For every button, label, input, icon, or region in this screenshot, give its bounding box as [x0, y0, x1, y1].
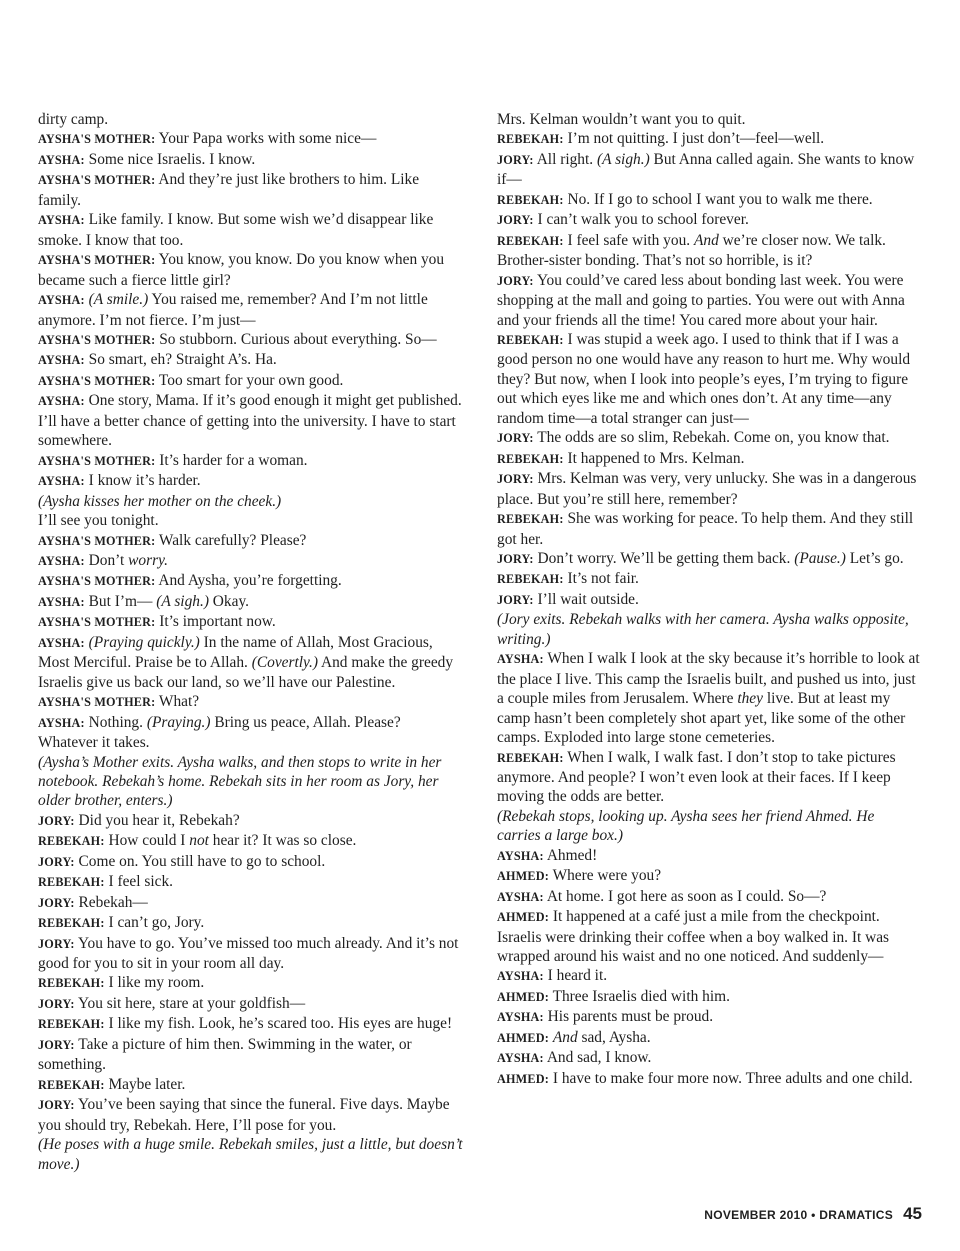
dialogue-text: You know, you know. Do you know when you became such a fierce little girl?: [38, 251, 445, 289]
speaker-name: AYSHA:: [497, 889, 544, 904]
dialogue-text: Where were you?: [552, 867, 662, 885]
speaker-name: AYSHA:: [38, 635, 85, 650]
dialogue-line: [38, 1095, 464, 1135]
dialogue-text: You sit here, stare at your goldfish—: [77, 994, 306, 1012]
dialogue-text: I like my room.: [108, 974, 205, 992]
dialogue-text: Rebekah—: [78, 893, 148, 911]
dialogue-text: I can’t walk you to school forever.: [537, 211, 749, 229]
dialogue-line: [38, 913, 464, 933]
dialogue-line: [38, 934, 464, 974]
dialogue-text: The odds are so slim, Rebekah. Come on, you know that.: [537, 429, 890, 447]
dialogue-line: [38, 831, 464, 851]
dialogue-line: [497, 449, 921, 469]
speaker-name: AYSHA:: [497, 1010, 544, 1025]
dialogue-text: I’ll wait outside.: [537, 590, 639, 608]
dialogue-text: It’s important now.: [159, 613, 276, 631]
dialogue-line: [38, 170, 464, 210]
speaker-name: REBEKAH:: [38, 875, 105, 890]
dialogue-text: (A sigh.): [156, 592, 209, 610]
speaker-name: AYSHA:: [38, 152, 85, 167]
dialogue-line: [38, 592, 464, 612]
speaker-name: JORY:: [38, 1037, 75, 1052]
speaker-name: REBEKAH:: [497, 332, 564, 347]
stage-direction: (Rebekah stops, looking up. Aysha sees her friend Ahmed. He carries a large box.): [497, 807, 875, 845]
dialogue-line: [38, 893, 464, 913]
dialogue-line: [38, 571, 464, 591]
speaker-name: AYSHA:: [497, 1051, 544, 1066]
stage-direction: (Aysha’s Mother exits. Aysha walks, and then stops to write in her notebook. Rebekah’s home. Rebekah sits in her room as Jory, her older brother, enters.): [38, 753, 442, 810]
dialogue-line: [38, 451, 464, 471]
speaker-name: JORY:: [38, 996, 75, 1011]
dialogue-text: It’s not fair.: [567, 570, 639, 588]
right-column: [497, 110, 921, 1089]
dialogue-line: [38, 811, 464, 831]
stage-direction: (Jory exits. Rebekah walks with her camera. Aysha walks opposite, writing.): [497, 611, 909, 648]
dialogue-text: You raised me, remember? And I’m not little anymore. I’m not fierce. I’m just—: [38, 291, 428, 329]
dialogue-text: Maybe later.: [108, 1075, 186, 1093]
speaker-name: REBEKAH:: [38, 1017, 105, 1032]
dialogue-line: [497, 987, 921, 1007]
continuation-text: dirty camp.: [38, 111, 109, 128]
dialogue-text: So stubborn. Curious about everything. So—: [159, 330, 437, 348]
dialogue-line: [38, 129, 464, 149]
dialogue-line: [38, 994, 464, 1014]
dialogue-text: Take a picture of him then. Swimming in the water, or something.: [38, 1035, 412, 1074]
dialogue-line: [38, 692, 464, 712]
dialogue-text: Let’s go.: [845, 549, 904, 567]
speaker-name: AHMED:: [497, 1071, 549, 1086]
dialogue-text: Come on. You still have to go to school.: [78, 852, 326, 870]
speaker-name: AYSHA'S MOTHER:: [38, 253, 156, 268]
dialogue-text: Don’t: [88, 551, 129, 569]
speaker-name: REBEKAH:: [38, 1077, 105, 1092]
speaker-name: AYSHA'S MOTHER:: [38, 373, 156, 388]
dialogue-text: (Praying.): [146, 713, 211, 731]
dialogue-text: Three Israelis died with him.: [552, 987, 730, 1005]
dialogue-text: (A sigh.): [596, 150, 650, 168]
page-number: 45: [903, 1204, 922, 1223]
speaker-name: JORY:: [497, 152, 534, 167]
speaker-name: AYSHA:: [38, 715, 85, 730]
dialogue-line: [38, 391, 464, 450]
dialogue-text: But Anna called again. She wants to know if—: [497, 150, 915, 189]
dialogue-line: [497, 330, 921, 428]
dialogue-text: Did you hear it, Rebekah?: [78, 811, 240, 829]
dialogue-line: [38, 1014, 464, 1034]
speaker-name: JORY:: [38, 854, 75, 869]
speaker-name: AYSHA:: [38, 594, 85, 609]
speaker-name: AYSHA:: [497, 652, 544, 667]
speaker-name: AHMED:: [497, 910, 549, 925]
dialogue-text: I’m not quitting. I just don’t—feel—well.: [567, 130, 825, 148]
dialogue-text: When I walk, I walk fast. I don’t stop to take pictures anymore. And people? I won’t even look at their faces. If I keep moving the odds are better.: [497, 748, 896, 806]
dialogue-line: [38, 290, 464, 330]
dialogue-text: (A smile.): [88, 291, 149, 309]
dialogue-line: [497, 907, 921, 966]
dialogue-line: [38, 371, 464, 391]
dialogue-line: [497, 1069, 921, 1089]
speaker-name: AYSHA:: [38, 353, 85, 368]
speaker-name: AYSHA:: [38, 553, 85, 568]
dialogue-line: [497, 271, 921, 330]
speaker-name: AHMED:: [497, 869, 549, 884]
speaker-name: AYSHA'S MOTHER:: [38, 574, 156, 589]
dialogue-text: Like family. I know. But some wish we’d disappear like smoke. I know that too.: [38, 211, 434, 249]
dialogue-line: [38, 1075, 464, 1095]
dialogue-line: [497, 190, 921, 210]
dialogue-text: It’s harder for a woman.: [159, 451, 308, 469]
dialogue-line: [497, 649, 921, 747]
dialogue-text: What?: [158, 693, 200, 711]
dialogue-line: [497, 509, 921, 549]
dialogue-text: No. If I go to school I want you to walk me there.: [567, 190, 873, 208]
speaker-name: JORY:: [38, 936, 75, 951]
dialogue-text: You’ve been saying that since the funeral. Five days. Maybe you should try, Rebekah. Here, I’ll pose for you.: [38, 1096, 450, 1134]
speaker-name: AYSHA'S MOTHER:: [38, 615, 156, 630]
dialogue-text: (Praying quickly.): [88, 633, 200, 651]
dialogue-line: [38, 633, 464, 692]
dialogue-text: (Pause.): [794, 549, 846, 567]
speaker-name: REBEKAH:: [497, 512, 564, 527]
dialogue-text: not: [189, 832, 209, 850]
speaker-name: AYSHA'S MOTHER:: [38, 453, 156, 468]
dialogue-text: Some nice Israelis. I know.: [88, 150, 256, 168]
dialogue-line: [38, 150, 464, 170]
dialogue-line: [497, 569, 921, 589]
dialogue-text: Bring us peace, Allah. Please? Whatever it takes.: [38, 713, 401, 752]
dialogue-text: And: [693, 231, 719, 249]
dialogue-line: [497, 428, 921, 448]
dialogue-line: [38, 612, 464, 632]
speaker-name: AYSHA'S MOTHER:: [38, 332, 156, 347]
dialogue-line: [38, 350, 464, 370]
dialogue-text: worry.: [128, 551, 168, 569]
stage-direction: (Aysha kisses her mother on the cheek.): [38, 492, 282, 510]
dialogue-line: [497, 231, 921, 271]
dialogue-line: [38, 210, 464, 250]
stage-direction: (He poses with a huge smile. Rebekah smiles, just a little, but doesn’t move.): [38, 1136, 463, 1173]
dialogue-text: But I’m—: [88, 592, 157, 610]
speaker-name: AYSHA:: [497, 848, 544, 863]
speaker-name: REBEKAH:: [38, 976, 105, 991]
speaker-name: AHMED:: [497, 989, 549, 1004]
speaker-name: AYSHA:: [38, 213, 85, 228]
left-column: [38, 110, 464, 1174]
dialogue-text: And sad, I know.: [546, 1049, 652, 1067]
dialogue-line: [497, 590, 921, 610]
speaker-name: JORY:: [497, 472, 534, 487]
dialogue-text: I feel safe with you.: [567, 231, 694, 249]
dialogue-text: And Aysha, you’re forgetting.: [158, 572, 342, 590]
dialogue-line: [497, 887, 921, 907]
speaker-name: JORY:: [38, 895, 75, 910]
dialogue-text: I can’t go, Jory.: [108, 914, 205, 932]
dialogue-line: [38, 250, 464, 290]
dialogue-text: Walk carefully? Please?: [158, 531, 307, 549]
dialogue-line: [497, 150, 921, 190]
dialogue-line: [497, 846, 921, 866]
speaker-name: JORY:: [38, 813, 75, 828]
page-footer: [704, 1204, 922, 1224]
dialogue-text: live. But at least my camp hasn’t been completely shot apart yet, like some of the other camps. Exploded into large stone cemeteries.: [497, 690, 906, 747]
dialogue-line: [497, 748, 921, 807]
dialogue-line: [38, 531, 464, 551]
dialogue-text: You have to go. You’ve missed too much already. And it’s not good for you to sit in your room all day.: [38, 934, 459, 973]
dialogue-text: sad, Aysha.: [577, 1028, 651, 1046]
speaker-name: REBEKAH:: [38, 916, 105, 931]
dialogue-text: Okay.: [208, 592, 249, 610]
dialogue-text: At home. I got here as soon as I could. So—?: [546, 887, 827, 905]
dialogue-text: His parents must be proud.: [547, 1008, 714, 1026]
dialogue-line: [497, 966, 921, 986]
speaker-name: REBEKAH:: [497, 132, 564, 147]
dialogue-text: Nothing.: [88, 713, 147, 731]
issue-line: NOVEMBER 2010 • DRAMATICS: [704, 1208, 894, 1222]
dialogue-text: I like my fish. Look, he’s scared too. His eyes are huge!: [108, 1015, 453, 1033]
dialogue-text: we’re closer now. We talk. Brother-sister bonding. That’s not so horrible, is it?: [497, 231, 886, 270]
dialogue-text: Ahmed!: [546, 846, 598, 864]
speaker-name: REBEKAH:: [497, 572, 564, 587]
dialogue-line: [497, 210, 921, 230]
dialogue-text: It happened at a café just a mile from the checkpoint. Israelis were drinking their coffee when a boy walked in. It was wrapped around his waist and no one noticed. And suddenly—: [497, 908, 890, 966]
dialogue-text: And they’re just like brothers to him. Like family.: [38, 171, 420, 209]
dialogue-line: [38, 551, 464, 571]
dialogue-line: [497, 1028, 921, 1048]
dialogue-text: It happened to Mrs. Kelman.: [567, 449, 745, 467]
dialogue-line: [497, 129, 921, 149]
speaker-name: JORY:: [497, 273, 534, 288]
dialogue-text: You could’ve cared less about bonding last week. You were shopping at the mall and going to parties. You were out with Anna and your friends all the time! You cared more about your hair.: [497, 271, 905, 329]
speaker-name: JORY:: [497, 551, 534, 566]
dialogue-text: Your Papa works with some nice—: [158, 130, 377, 148]
dialogue-line: [38, 872, 464, 892]
dialogue-line: [497, 1007, 921, 1027]
speaker-name: AYSHA:: [497, 969, 544, 984]
continuation-text: Mrs. Kelman wouldn’t want you to quit.: [497, 111, 746, 128]
speaker-name: AYSHA'S MOTHER:: [38, 132, 156, 147]
dialogue-text: All right.: [536, 150, 597, 168]
speaker-name: JORY:: [497, 592, 534, 607]
dialogue-line: [497, 1048, 921, 1068]
dialogue-text: (Covertly.): [251, 654, 318, 672]
dialogue-text: In the name of Allah, Most Gracious, Most Merciful. Praise be to Allah.: [38, 633, 433, 672]
dialogue-text: Too smart for your own good.: [158, 371, 344, 389]
speaker-name: REBEKAH:: [38, 834, 105, 849]
speaker-name: AYSHA:: [38, 394, 85, 409]
speaker-name: JORY:: [38, 1098, 75, 1113]
dialogue-text: I have to make four more now. Three adults and one child.: [552, 1069, 913, 1087]
dialogue-text: hear it? It was so close.: [208, 832, 357, 850]
dialogue-line: [38, 973, 464, 993]
speaker-name: REBEKAH:: [497, 451, 564, 466]
speaker-name: JORY:: [497, 431, 534, 446]
dialogue-line: [38, 330, 464, 350]
speaker-name: AYSHA:: [38, 293, 85, 308]
dialogue-text: I know it’s harder.: [88, 472, 201, 490]
dialogue-line: [38, 471, 464, 491]
speaker-name: AYSHA'S MOTHER:: [38, 695, 156, 710]
speaker-name: AYSHA:: [38, 474, 85, 489]
dialogue-line: [38, 852, 464, 872]
dialogue-line: [38, 713, 464, 753]
dialogue-text: One story, Mama. If it’s good enough it might get published. I’ll have a better chance of getting into the university. I have to start somewhere.: [38, 392, 462, 450]
speaker-name: REBEKAH:: [497, 233, 564, 248]
dialogue-line: [38, 1035, 464, 1075]
speaker-name: AYSHA'S MOTHER:: [38, 533, 156, 548]
speaker-name: JORY:: [497, 213, 534, 228]
dialogue-line: [497, 866, 921, 886]
dialogue-text: And make the greedy Israelis give us back our land, so we’ll have our Palestine.: [38, 654, 454, 691]
speaker-name: REBEKAH:: [497, 192, 564, 207]
dialogue-text: And: [552, 1028, 578, 1046]
dialogue-text: I was stupid a week ago. I used to think that if I was a good person no one would have any reason to hurt me. Why would they? But now, when I look into people’s eyes, I’m trying to figure out which eyes like me and which ones don’t. At any time—any random time—a total stranger can just—: [497, 330, 911, 427]
continuation-text: I’ll see you tonight.: [38, 512, 159, 530]
dialogue-text: She was working for peace. To help them. And they still got her.: [497, 510, 914, 548]
dialogue-text: I heard it.: [547, 967, 608, 985]
dialogue-line: [497, 469, 921, 509]
dialogue-text: Mrs. Kelman was very, very unlucky. She was in a dangerous place. But you’re still here, remember?: [497, 470, 917, 508]
dialogue-text: How could I: [108, 832, 190, 850]
speaker-name: REBEKAH:: [497, 750, 564, 765]
dialogue-text: I feel sick.: [108, 873, 173, 891]
dialogue-text: they: [737, 690, 763, 708]
speaker-name: AHMED:: [497, 1030, 549, 1045]
dialogue-text: Don’t worry. We’ll be getting them back.: [537, 549, 795, 567]
speaker-name: AYSHA'S MOTHER:: [38, 173, 156, 188]
dialogue-line: [497, 549, 921, 569]
dialogue-text: So smart, eh? Straight A’s. Ha.: [88, 351, 277, 369]
dialogue-text: When I walk I look at the sky because it’s horrible to look at the place I live. This camp the Israelis built, and pushed us into, just a couple miles from Jerusalem. Where: [497, 650, 920, 708]
